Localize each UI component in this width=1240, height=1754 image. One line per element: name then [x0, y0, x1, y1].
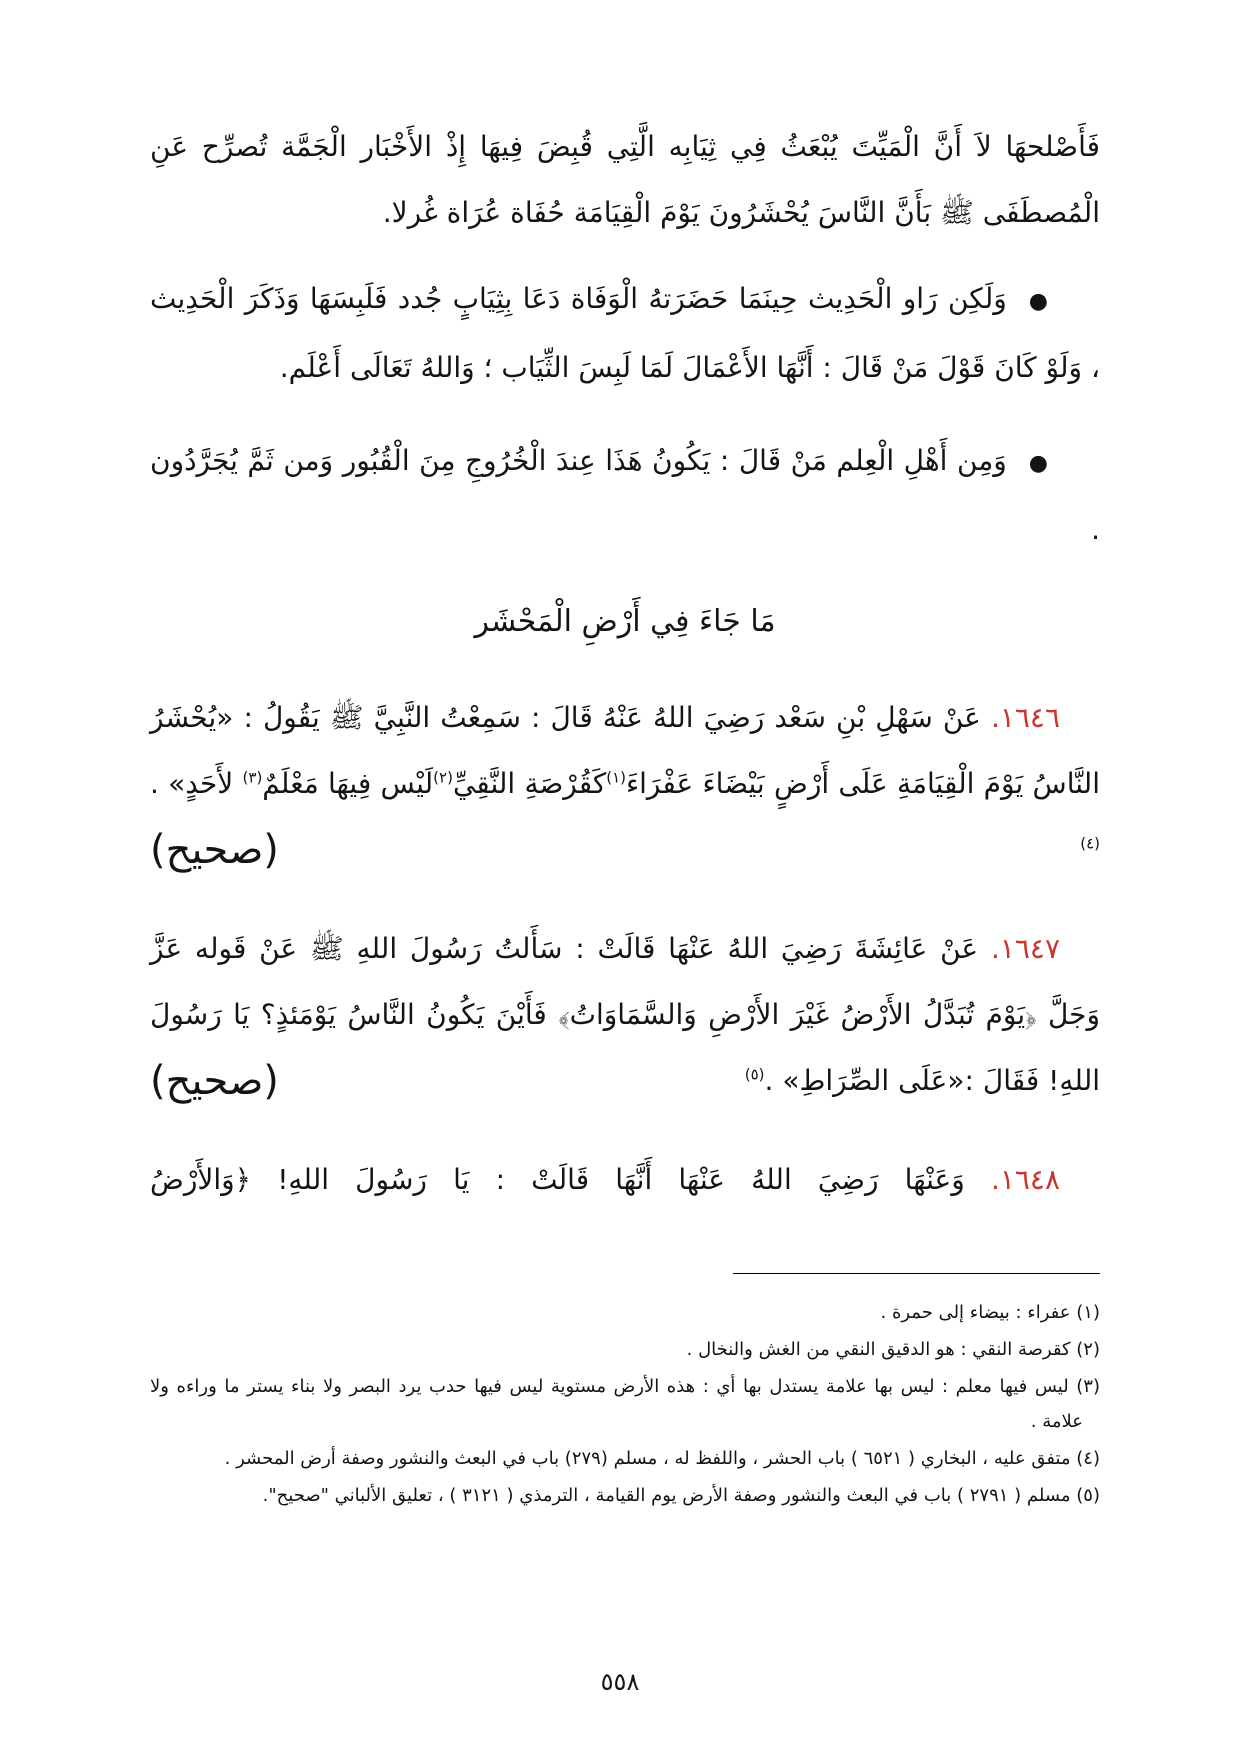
hadith-paragraph — [150, 1147, 1100, 1213]
hadith-number: ١٦٤٧. — [990, 932, 1060, 965]
section-heading: مَا جَاءَ فِي أَرْضِ الْمَحْشَر — [474, 604, 776, 639]
footnote-text: ليس فيها معلم : ليس بها علامة يستدل بها أي : هذه الأرض مستوية ليس فيها حدب يرد البصر ولا بناء يستر ما وراءه ولا علامة . — [150, 1376, 1083, 1432]
hadith-text: لَيْس فِيهَا مَعْلَمٌ — [262, 767, 434, 800]
hadith-text: وَعَنْهَا رَضِيَ اللهُ عَنْهَا أَنَّهَا قَالَتْ : يَا رَسُولَ اللهِ! ﴿وَالأَرْضُ — [150, 1163, 965, 1196]
hadith-number: ١٦٤٨. — [990, 1163, 1060, 1196]
bullet-icon: ● — [1028, 451, 1048, 476]
hadith-text: عَنْ سَهْلِ بْنِ سَعْد رَضِيَ اللهُ عَنْهُ قَالَ : سَمِعْتُ النَّبِيَّ ﷺ يَقُولُ : «يُحْشَرُ النَّاسُ يَوْمَ الْقِيَامَةِ عَلَى أَرْضٍ بَيْضَاءَ عَفْرَاءَ — [150, 701, 1100, 800]
grade-spacer — [545, 1089, 745, 1090]
footnote-ref: (٢) — [433, 768, 453, 787]
hadith-text: لأَحَدٍ» . — [150, 767, 243, 800]
hadith-text: كَقُرْصَةِ النَّقِيِّ — [452, 767, 607, 800]
paragraph-text: وَلَكِن رَاو الْحَدِيث حِينَمَا حَضَرَتهُ الْوَفَاة دَعَا بِثِيَابٍ جُدد فَلَبِسَهَا وَذَكَرَ الْحَدِيث ، وَلَوْ كَانَ قَوْلَ مَنْ قَالَ : أَنَّهَا الأَعْمَالَ لَمَا لَبِسَ الثِّيَاب ؛ وَاللهُ تَعَالَى أَعْلَم. — [150, 282, 1100, 384]
footnote-text: كقرصة النقي : هو الدقيق النقي من الغش والنخال . — [686, 1339, 1071, 1360]
footnote-1 — [150, 1295, 1100, 1330]
hadith-text: عَنْ عَائِشَةَ رَضِيَ اللهُ عَنْهَا قَالَتْ : سَأَلتُ رَسُولَ اللهِ ﷺ عَنْ قَوله عَزَّ وَجَلَّ ﴿يَوْمَ تُبَدَّلُ الأَرْضُ غَيْرَ الأَرْضِ وَالسَّمَاوَاتُ﴾ فَأَيْنَ يَكُونُ النَّاسُ يَوْمَئذٍ؟ يَا رَسُولَ اللهِ! فَقَالَ :«عَلَى الصِّرَاطِ» . — [150, 932, 1100, 1097]
footnote-5 — [150, 1478, 1100, 1513]
grade-badge: (صحيح) — [150, 827, 279, 873]
bullet-paragraph — [150, 428, 1100, 563]
bullet-paragraph — [150, 266, 1100, 401]
paragraph-text: وَمِن أَهْلِ الْعِلم مَنْ قَالَ : يَكُونُ هَذَا عِندَ الْخُرُوجِ مِنَ الْقُبُور وَمن ثَمَّ يُجَرَّدُون . — [150, 444, 1100, 546]
hadith-1648 — [150, 1147, 1100, 1213]
paragraph-text: فَأَصْلحهَا لاَ أَنَّ الْمَيِّتَ يُبْعَثُ فِي ثِيَابِه الَّتِي قُبِضَ فِيهَا إِذْ الأَخْبَار الْجَمَّة تُصرِّح عَنِ الْمُصطَفَى ﷺ بَأَنَّ النَّاسَ يُحْشَرُونَ يَوْمَ الْقِيَامَة حُفَاة عُرَاة غُرلا. — [150, 130, 1100, 229]
footnote-text: عفراء : بيضاء إلى حمرة . — [880, 1302, 1071, 1323]
footnote-text: متفق عليه ، البخاري ( ٦٥٢١ ) باب الحشر ، واللفظ له ، مسلم (٢٧٩) باب في البعث والنشور وصفة أرض المحشر . — [224, 1448, 1071, 1469]
hadith-number: ١٦٤٦. — [990, 701, 1060, 734]
page-body — [150, 114, 1100, 1515]
footnote-text: مسلم ( ٢٧٩١ ) باب في البعث والنشور وصفة الأرض يوم القيامة ، الترمذي ( ٣١٢١ ) ، تعليق الألباني "صحيح". — [262, 1485, 1071, 1506]
footnote-marker: (٥) — [1076, 1485, 1100, 1506]
footnotes — [150, 1273, 1100, 1513]
footnote-3 — [150, 1369, 1100, 1439]
footnote-marker: (٤) — [1076, 1448, 1100, 1469]
hadith-1646 — [150, 685, 1100, 883]
bullet-icon: ● — [1028, 289, 1048, 314]
footnote-ref: (١) — [606, 768, 626, 787]
grade-spacer — [880, 858, 1080, 859]
footnote-marker: (٣) — [1076, 1376, 1100, 1397]
hadith-paragraph — [150, 916, 1100, 1114]
footnote-ref: (٥) — [744, 1065, 765, 1084]
footnote-4 — [150, 1441, 1100, 1476]
grade-badge: (صحيح) — [150, 1058, 279, 1104]
page-number: ٥٥٨ — [600, 1668, 640, 1696]
footnote-ref: (٤) — [1080, 834, 1100, 853]
hadith-paragraph — [150, 685, 1100, 883]
footnote-2 — [150, 1332, 1100, 1367]
footnote-marker: (٢) — [1076, 1339, 1100, 1360]
footnote-marker: (١) — [1076, 1302, 1100, 1323]
footnote-ref: (٣) — [242, 768, 263, 787]
hadith-1647 — [150, 916, 1100, 1114]
continuation-paragraph — [150, 114, 1100, 246]
footnote-separator — [733, 1273, 1100, 1274]
